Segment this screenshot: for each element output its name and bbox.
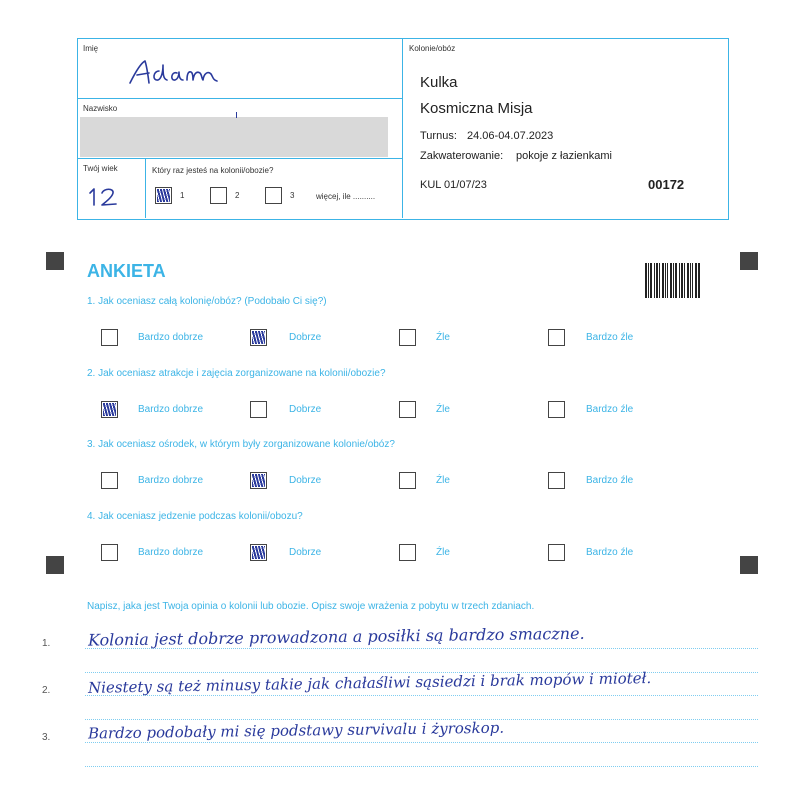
line-number-1: 1. (42, 638, 51, 649)
q4-label-dobrze: Dobrze (289, 547, 322, 558)
q2-checkbox-bardzo-zle[interactable] (548, 401, 565, 418)
times-checkbox-3[interactable] (265, 187, 282, 204)
times-more: więcej, ile .......... (316, 192, 376, 201)
age-handwriting (86, 185, 126, 209)
q3-label-bardzo-zle: Bardzo źle (586, 475, 634, 486)
answer-sentence-3: Bardzo podobały mi się podstawy survivalu i żyroskop. (87, 718, 505, 743)
q2-checkbox-dobrze[interactable] (250, 401, 267, 418)
q1-label-dobrze: Dobrze (289, 332, 322, 343)
registration-marker-top-right (740, 252, 758, 270)
header-divider-2 (77, 158, 402, 159)
camp-label: Kolonie/obóz (409, 44, 456, 53)
q4-checkbox-bardzo-zle[interactable] (548, 544, 565, 561)
surname-label: Nazwisko (83, 104, 118, 113)
registration-marker-top-left (46, 252, 64, 270)
question-4: 4. Jak oceniasz jedzenie podczas kolonii/obozu? (87, 511, 303, 522)
answer-sentence-1: Kolonia jest dobrze prowadzona a posiłki są bardzo smaczne. (87, 623, 585, 650)
q1-checkbox-bardzo-zle[interactable] (548, 329, 565, 346)
camp-code: KUL 01/07/23 (420, 179, 487, 191)
times-label: Który raz jesteś na kolonii/obozie? (152, 166, 274, 175)
q1-checkbox-dobrze[interactable] (250, 329, 267, 346)
header-divider-age (145, 158, 146, 218)
q3-label-bardzo-dobrze: Bardzo dobrze (138, 475, 204, 486)
q4-label-bardzo-dobrze: Bardzo dobrze (138, 547, 204, 558)
q2-label-dobrze: Dobrze (289, 404, 322, 415)
q4-label-bardzo-zle: Bardzo źle (586, 547, 634, 558)
registration-marker-bottom-right (740, 556, 758, 574)
q2-label-bardzo-dobrze: Bardzo dobrze (138, 404, 204, 415)
q3-label-zle: Źle (436, 475, 450, 486)
q2-label-bardzo-zle: Bardzo źle (586, 404, 634, 415)
camp-line2: Kosmiczna Misja (420, 100, 533, 117)
question-1: 1. Jak oceniasz całą kolonię/obóz? (Podobało Ci się?) (87, 296, 327, 307)
times-option-1: 1 (180, 191, 185, 200)
q4-checkbox-bardzo-dobrze[interactable] (101, 544, 118, 561)
q3-checkbox-bardzo-zle[interactable] (548, 472, 565, 489)
line-number-2: 2. (42, 685, 51, 696)
q3-checkbox-dobrze[interactable] (250, 472, 267, 489)
registration-marker-bottom-left (46, 556, 64, 574)
q4-checkbox-dobrze[interactable] (250, 544, 267, 561)
survey-title: ANKIETA (87, 261, 166, 281)
q2-label-zle: Źle (436, 404, 450, 415)
q1-label-bardzo-dobrze: Bardzo dobrze (138, 332, 204, 343)
header-divider-1 (77, 98, 402, 99)
q3-checkbox-bardzo-dobrze[interactable] (101, 472, 118, 489)
surname-stroke (236, 112, 237, 118)
q2-checkbox-bardzo-dobrze[interactable] (101, 401, 118, 418)
question-2: 2. Jak oceniasz atrakcje i zajęcia zorganizowane na kolonii/obozie? (87, 368, 386, 379)
name-label: Imię (83, 44, 99, 53)
opinion-prompt: Napisz, jaka jest Twoja opinia o kolonii lub obozie. Opisz swoje wrażenia z pobytu w trzech zdaniach. (87, 601, 535, 612)
surname-redaction (80, 117, 388, 157)
camp-line1: Kulka (420, 74, 458, 91)
q1-checkbox-bardzo-dobrze[interactable] (101, 329, 118, 346)
turnus-label: Turnus: (420, 130, 457, 142)
q1-label-bardzo-zle: Bardzo źle (586, 332, 634, 343)
q2-checkbox-zle[interactable] (399, 401, 416, 418)
turnus-value: 24.06-04.07.2023 (467, 130, 554, 142)
times-checkbox-2[interactable] (210, 187, 227, 204)
accommodation-value: pokoje z łazienkami (516, 150, 612, 162)
header-divider-vertical (402, 38, 403, 218)
q4-checkbox-zle[interactable] (399, 544, 416, 561)
q1-checkbox-zle[interactable] (399, 329, 416, 346)
times-checkbox-1[interactable] (155, 187, 172, 204)
answer-sentence-2: Niestety są też minusy takie jak chałaśliwi sąsiedzi i brak mopów i mioteł. (87, 669, 652, 697)
camp-number: 00172 (648, 177, 685, 192)
q3-checkbox-zle[interactable] (399, 472, 416, 489)
line-number-3: 3. (42, 732, 51, 743)
q3-label-dobrze: Dobrze (289, 475, 322, 486)
q1-label-zle: Źle (436, 332, 450, 343)
age-label: Twój wiek (83, 164, 118, 173)
barcode (645, 263, 700, 298)
accommodation-label: Zakwaterowanie: (420, 150, 504, 162)
q4-label-zle: Źle (436, 547, 450, 558)
answer-line-3b (85, 766, 758, 767)
question-3: 3. Jak oceniasz ośrodek, w którym były zorganizowane kolonie/obóz? (87, 439, 395, 450)
times-option-3: 3 (290, 191, 295, 200)
times-option-2: 2 (235, 191, 240, 200)
name-handwriting (125, 55, 225, 90)
